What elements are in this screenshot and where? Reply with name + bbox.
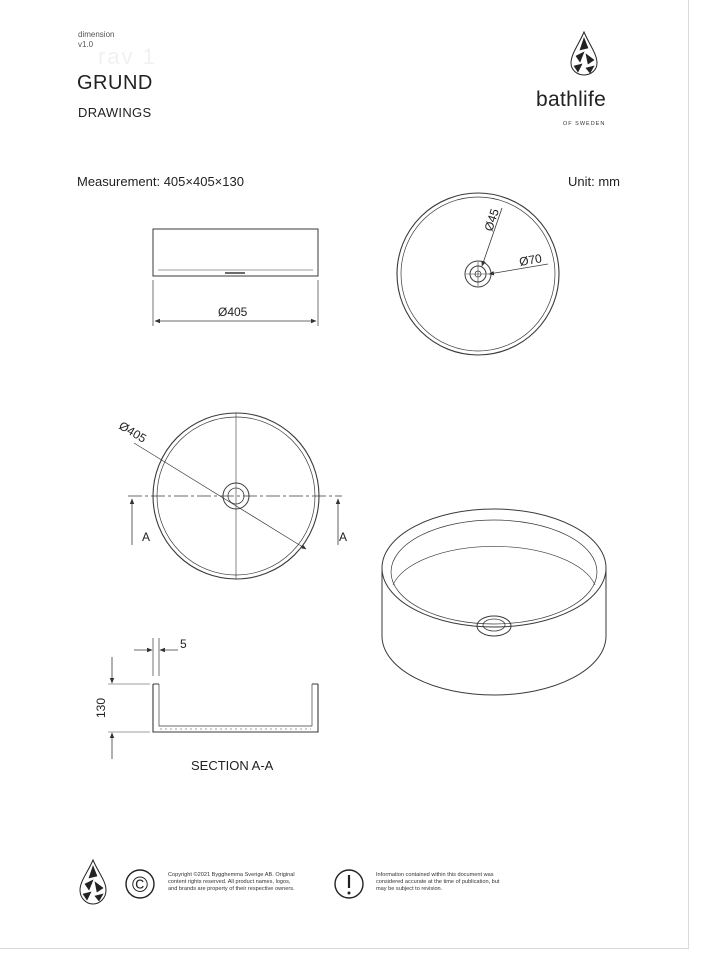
disclaimer-text: Information contained within this document was considered accurate at the time of publication, but may be subject to revision. xyxy=(376,872,500,892)
page-subtitle: DRAWINGS xyxy=(78,105,152,120)
measurement-label: Measurement: 405×405×130 xyxy=(77,174,244,189)
section-label: SECTION A-A xyxy=(191,758,274,773)
dim-side-width: Ø405 xyxy=(218,305,248,319)
copyright-text: Copyright ©2021 Bygghemma Sverige AB. Original content rights reserved. All product names, logos, and brands are property of their respective owners. xyxy=(168,872,295,892)
dim-height: 130 xyxy=(94,697,108,718)
dim-wall-thickness: 5 xyxy=(180,637,187,651)
top-view-drain xyxy=(397,193,559,355)
brand-tagline: OF SWEDEN xyxy=(563,121,606,127)
ghost-label: rav 1 xyxy=(98,44,157,69)
brand-logo-icon xyxy=(571,32,597,75)
footer-logo-icon xyxy=(80,860,106,904)
svg-text:©: © xyxy=(131,872,149,897)
section-marker-left: A xyxy=(142,530,151,544)
page-title: GRUND xyxy=(77,72,153,94)
plan-view xyxy=(128,413,342,579)
copyright-icon xyxy=(126,870,154,898)
brand-name: bathlife xyxy=(536,88,607,111)
perspective-view xyxy=(382,509,606,695)
version-label: v1.0 xyxy=(78,40,94,49)
doc-type-label: dimension xyxy=(78,30,115,39)
section-view xyxy=(108,638,318,759)
warning-icon xyxy=(335,870,363,898)
unit-label: Unit: mm xyxy=(568,174,620,189)
dim-drain-inner: Ø45 xyxy=(481,207,502,233)
section-marker-right: A xyxy=(339,530,348,544)
dim-drain-outer: Ø70 xyxy=(518,251,543,269)
dim-top-diameter: Ø405 xyxy=(116,418,149,446)
